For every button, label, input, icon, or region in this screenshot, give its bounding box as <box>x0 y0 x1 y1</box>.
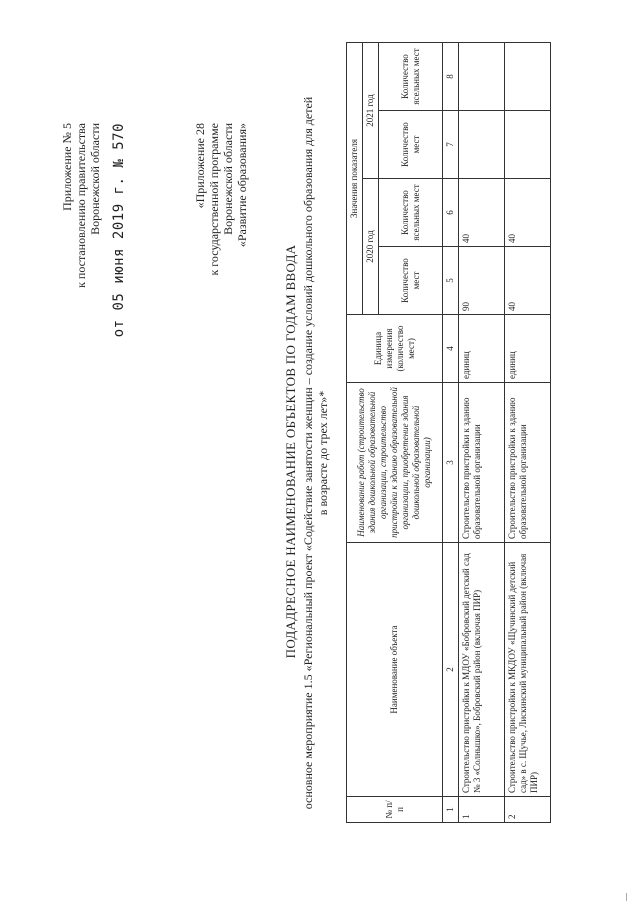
header-places-2020: Количество мест <box>379 247 443 315</box>
header-year-2020: 2020 год <box>363 179 379 315</box>
header-year-2021: 2021 год <box>363 43 379 179</box>
appendix2-to: к государственной программе <box>207 123 221 276</box>
header-nursery-2021: Количество ясельных мест <box>379 43 443 111</box>
column-number: 3 <box>443 383 459 543</box>
column-number: 1 <box>443 797 459 823</box>
column-number: 2 <box>443 543 459 797</box>
row-places-2020: 40 <box>505 247 551 315</box>
appendix2-region: Воронежской области <box>221 123 235 235</box>
column-number: 7 <box>443 111 459 179</box>
column-number: 8 <box>443 43 459 111</box>
row-num: 1 <box>459 797 505 823</box>
header-nursery-2020: Количество ясельных мест <box>379 179 443 247</box>
column-number: 5 <box>443 247 459 315</box>
table-header-row <box>347 43 363 823</box>
row-unit: единиц <box>505 315 551 383</box>
table-column-numbers-row <box>443 43 459 823</box>
row-works: Строительство пристройки к зданию образовательной организации <box>459 383 505 543</box>
row-nursery-2021 <box>505 43 551 111</box>
scan-mark <box>626 893 631 901</box>
header-works: Наименование работ (строительство здания дошкольной образовательной организации, строительство пристройки к зданию образовательной организации, приобретение здания дошкольной образовательной организации) <box>347 383 443 543</box>
appendix2-label: «Приложение 28 <box>193 123 207 209</box>
appendix2-block <box>193 123 249 903</box>
header-num: № п/п <box>347 797 443 823</box>
row-places-2021 <box>505 111 551 179</box>
appendix-block <box>60 123 102 903</box>
table-row <box>459 43 505 823</box>
row-object: Строительство пристройки к МДОУ «Бобровский детский сад № 3 «Солнышко», Бобровский район (включая ПИР) <box>459 543 505 797</box>
column-number: 4 <box>443 315 459 383</box>
row-nursery-2021 <box>459 43 505 111</box>
row-places-2021 <box>459 111 505 179</box>
appendix2-program: «Развитие образования» <box>235 123 249 248</box>
row-places-2020: 90 <box>459 247 505 315</box>
document-subtitle: основное мероприятие 1.5 «Региональный проект «Содействие занятости женщин – создание условий дошкольного образования для детей в возрасте до трех лет»* <box>301 96 330 810</box>
objects-table <box>346 42 551 823</box>
row-num: 2 <box>505 797 551 823</box>
table-row <box>505 43 551 823</box>
row-works: Строительство пристройки к зданию образовательной организации <box>505 383 551 543</box>
header-places-2021: Количество мест <box>379 111 443 179</box>
header-values: Значения показателя <box>347 43 363 315</box>
row-object: Строительство пристройки к МКДОУ «Щучинский детский сад» в с. Щучье, Лискинский муниципальный район (включая ПИР) <box>505 543 551 797</box>
appendix-region: Воронежской области <box>88 123 102 235</box>
decree-date-line: от 05 июня 2019 г. № 570 <box>111 123 127 338</box>
row-unit: единиц <box>459 315 505 383</box>
document-title: ПОДАДРЕСНОЕ НАИМЕНОВАНИЕ ОБЪЕКТОВ ПО ГОДАМ ВВОДА <box>283 244 298 659</box>
appendix-to: к постановлению правительства <box>74 123 88 288</box>
row-nursery-2020: 40 <box>505 179 551 247</box>
column-number: 6 <box>443 179 459 247</box>
header-object: Наименование объекта <box>347 543 443 797</box>
appendix-label: Приложение № 5 <box>60 123 74 211</box>
row-nursery-2020: 40 <box>459 179 505 247</box>
header-unit: Единица измерения (количество мест) <box>347 315 443 383</box>
